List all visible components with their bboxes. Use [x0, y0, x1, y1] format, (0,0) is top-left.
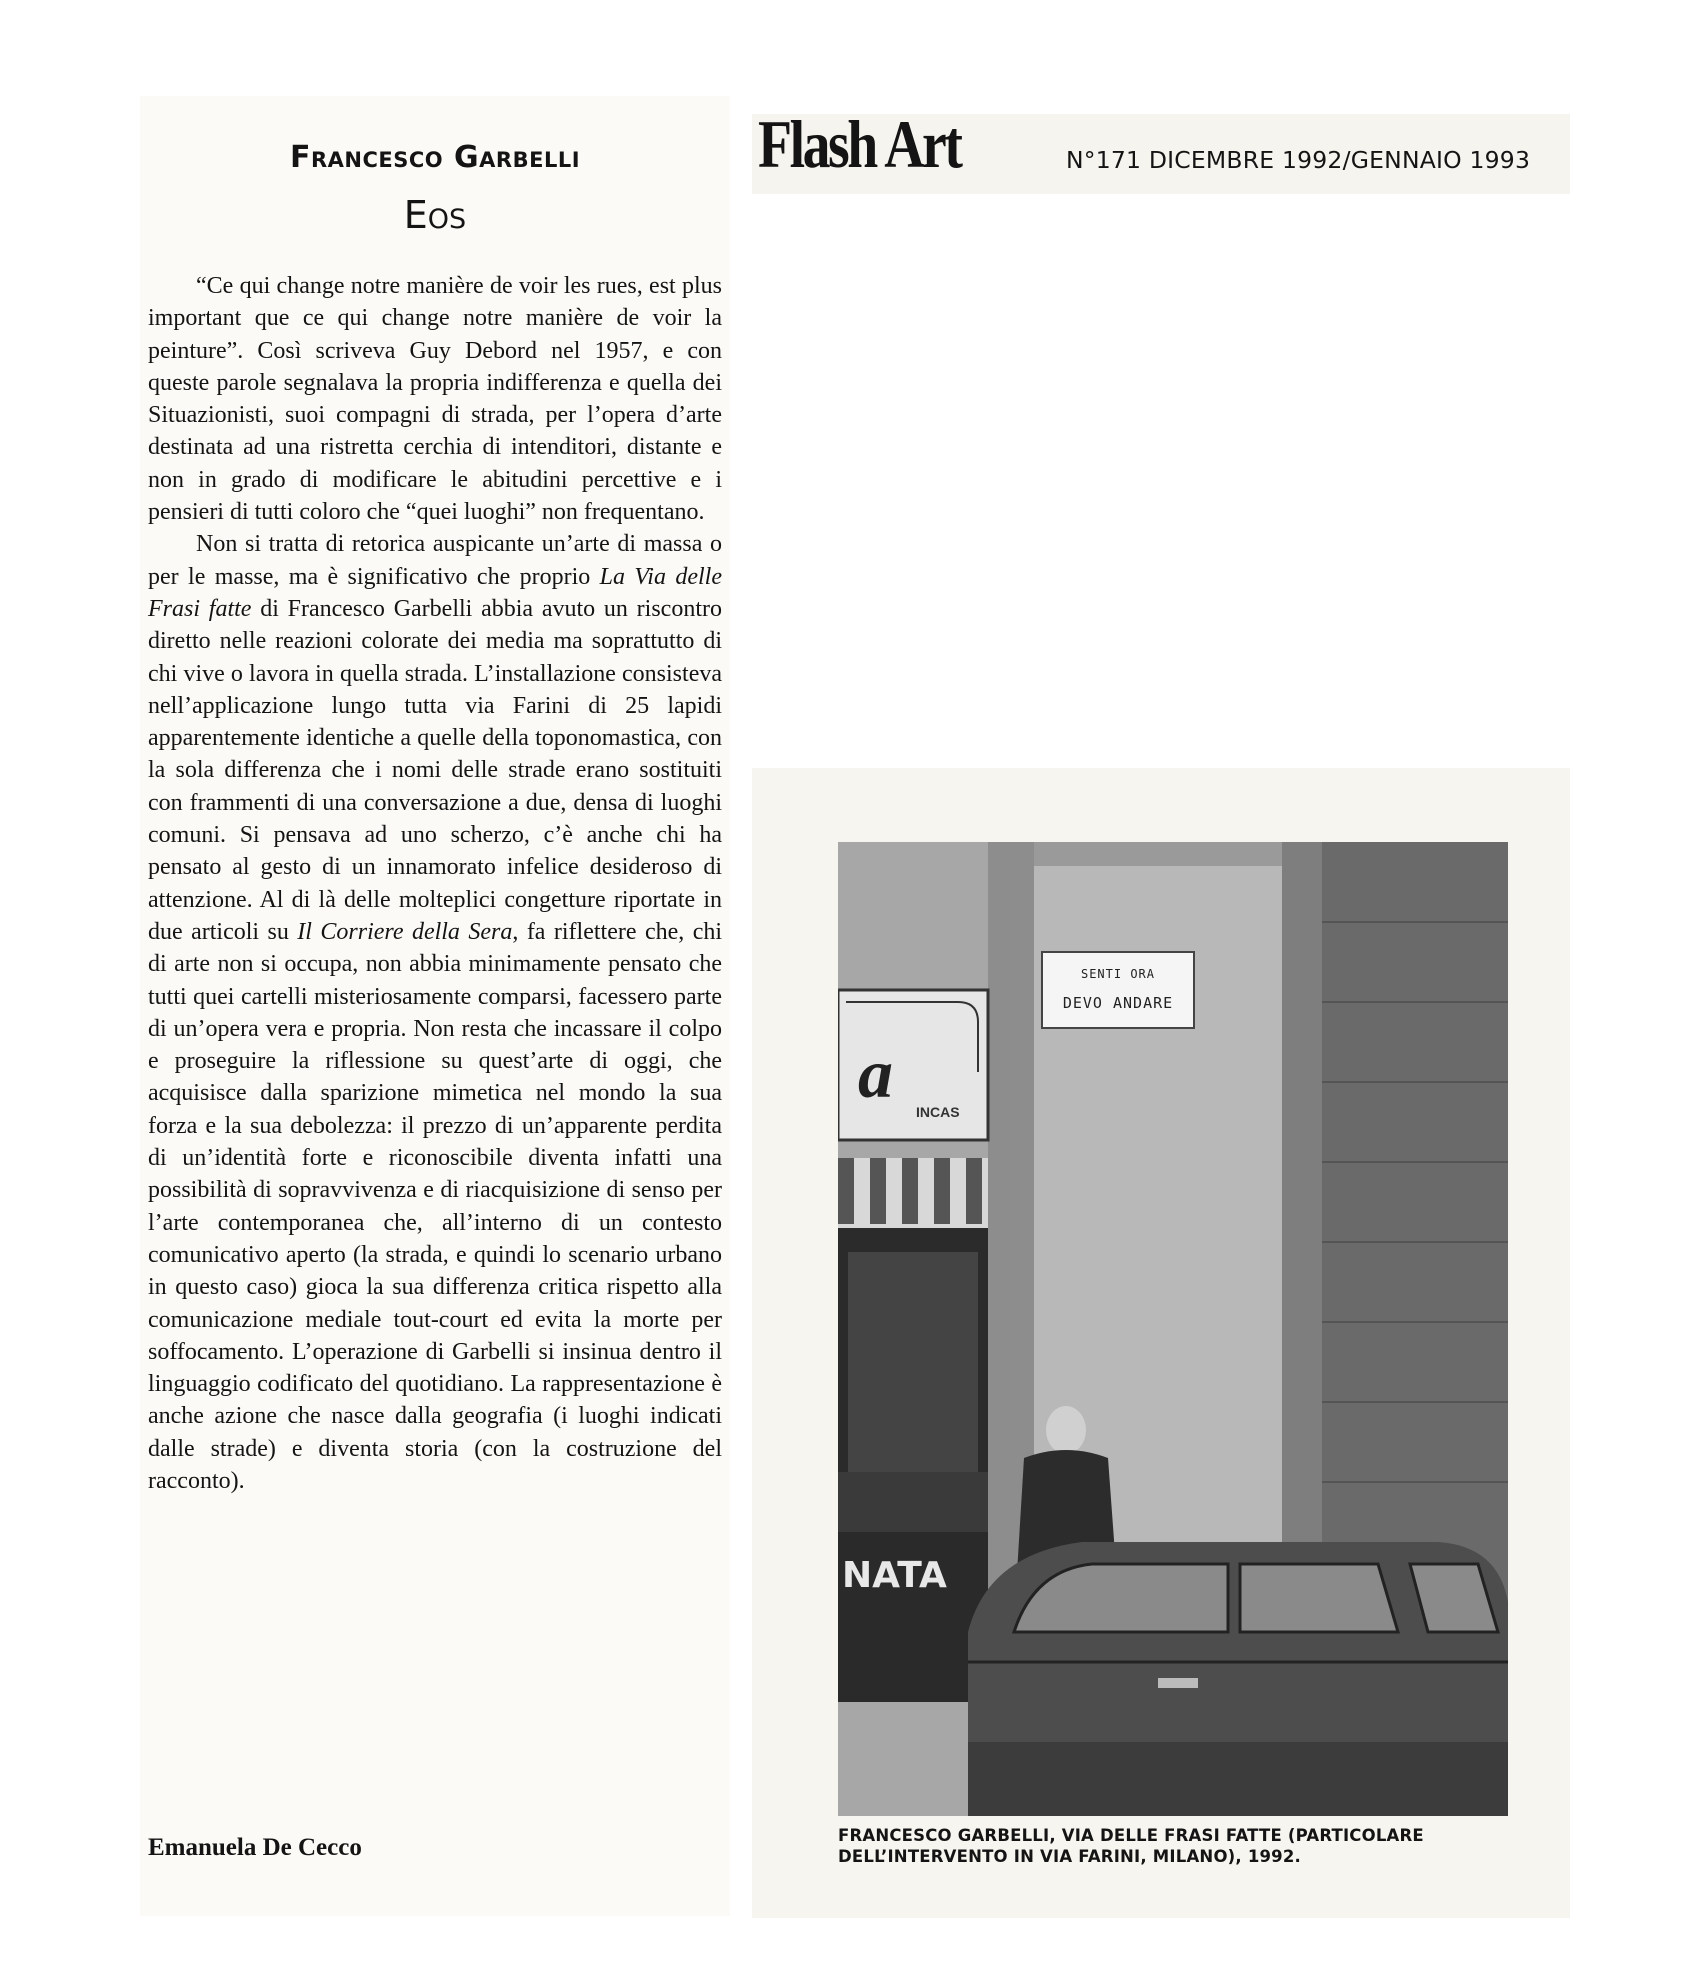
street-photo-illustration — [838, 842, 1508, 1816]
article-body — [148, 270, 722, 1497]
photo-caption: FRANCESCO GARBELLI, VIA DELLE FRASI FATTE (PARTICOLARE DELL’INTERVENTO IN VIA FARINI, MILANO), 1992. — [838, 1826, 1424, 1866]
paragraph-2-text-b: di Francesco Garbelli abbia avuto un riscontro diretto nelle reazioni colorate dei media ma soprattutto di chi vive o lavora in quella strada. L’installazione consisteva nell’applicazione lungo tutta via Farini di 25 lapidi apparentemente identiche a quelle della toponomastica, con la sola differenza che i nomi delle strade erano sostituiti con frammenti di una conversazione a due, densa di luoghi comuni. Si pensava ad uno scherzo, c’è anche chi ha pensato al gesto di un innamorato infelice desideroso di attenzione. Al di là delle molteplici congetture riportate in due articoli su — [148, 595, 722, 945]
paragraph-2-text-c: , fa riflettere che, chi di arte non si occupa, non abbia minimamente pensato che tutti quei cartelli misteriosamente comparsi, facessero parte di un’opera vera e propria. Non resta che incassare il colpo e proseguire la riflessione su quest’arte di oggi, che acquisisce dalla sparizione mimetica nel mondo la sua forza e la sua debolezza: il prezzo di un’apparente perdita di un’identità forte e riconoscibile diventa infatti una possibilità di sopravvivenza e di riacquisizione di senso per l’arte contemporanea che, all’interno di un contesto comunicativo aperto (la strada, e quindi lo scenario urbano in questo caso) gioca la sua differenza critica rispetto alla comunicazione mediale tout-court ed evita la morte per soffocamento. L’operazione di Garbelli si insinua dentro il linguaggio codificato del quotidiano. La rappresentazione è anche azione che nasce dalla geografia (i luoghi indicati dalle strade) e diventa storia (con la costruzione del racconto). — [148, 918, 723, 1494]
paragraph-2-text-a: Non si tratta di retorica auspicante un’arte di massa o per le masse, ma è significativo che proprio — [148, 531, 722, 590]
article-signature: Emanuela De Cecco — [148, 1834, 362, 1861]
artwork-title: La Via delle Frasi fatte — [148, 563, 722, 622]
artwork-photo — [838, 842, 1508, 1816]
magazine-logo: Flash Art — [758, 106, 961, 182]
street-sign — [1042, 952, 1194, 1028]
street-sign-line-2: DEVO ANDARE — [1062, 994, 1174, 1012]
article-title: Eos — [403, 193, 467, 237]
article-paragraph-1: “Ce qui change notre manière de voir les rues, est plus important que ce qui change notre manière de voir la peinture”. Così scriveva Guy Debord nel 1957, e con queste parole segnalava la propria indifferenza e quella dei Situazionisti, suoi compagni di strada, per l’opera d’arte destinata ad una ristretta cerchia di intenditori, distante e non in grado di modificare le abitudini percettive e i pensieri di tutti coloro che “quei luoghi” non frequentano. — [148, 273, 722, 526]
shop-sign-small: INCAS — [916, 1104, 960, 1120]
newspaper-title: Il Corriere della Sera — [297, 918, 513, 945]
article-author: Francesco Garbelli — [289, 140, 581, 175]
street-sign-line-1: SENTI ORA — [1080, 967, 1156, 981]
issue-line: N°171 DICEMBRE 1992/GENNAIO 1993 — [1066, 146, 1531, 174]
shop-sign-letter: a — [858, 1036, 893, 1113]
article-paragraph-2 — [148, 528, 722, 1497]
van-lettering: NATA — [842, 1555, 947, 1596]
parked-car — [968, 1542, 1508, 1816]
